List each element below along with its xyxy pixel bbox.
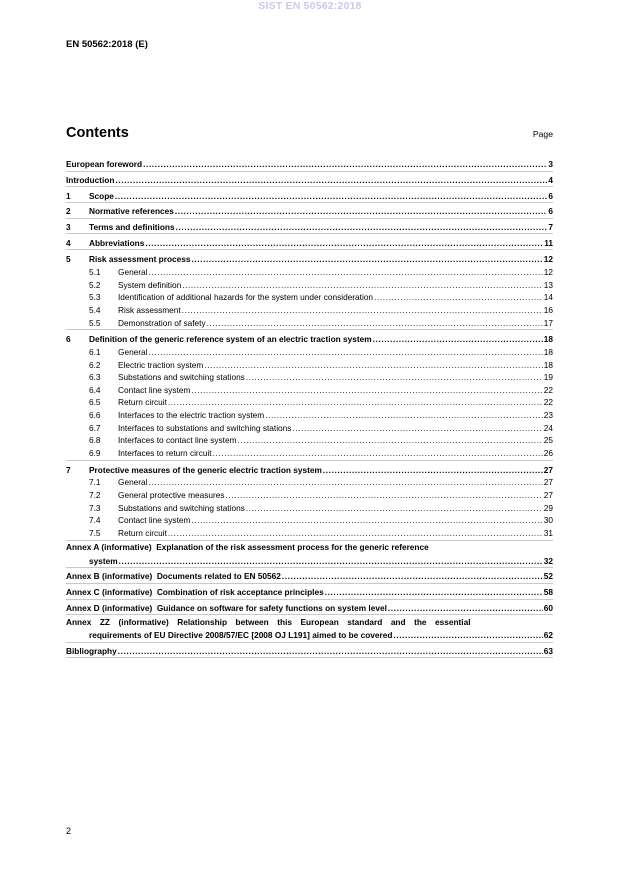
dot-leader [323,464,543,477]
toc-number: 6.1 [89,346,101,357]
dot-leader [325,586,543,599]
dot-leader [226,489,543,502]
toc-subentry-5-5[interactable] [66,316,553,330]
toc-title: Interfaces to return circuit [118,448,212,459]
toc-title: Normative references [89,206,174,217]
toc-number: 6 [66,334,71,345]
toc-page: 19 [543,372,553,383]
toc-title: System definition [118,279,182,290]
toc-number: 6.6 [89,409,101,420]
dot-leader [265,409,543,422]
toc-title: Annex D (informative) Guidance on software for safety functions on system level [66,602,387,613]
toc-number: 6.7 [89,422,101,433]
dot-leader [175,205,548,218]
dot-leader [149,266,543,279]
toc-title: Contact line system [118,515,191,526]
toc-title: Substations and switching stations [118,502,245,513]
toc-number: 7.2 [89,490,101,500]
toc-page: 12 [543,266,553,277]
toc-page: 3 [548,159,553,170]
toc-entry-annex-a-continuation[interactable] [66,554,553,569]
toc-title: General [118,477,148,488]
dot-leader [204,359,542,372]
toc-title: European foreword [66,159,143,170]
toc-entry-generic-reference-system[interactable] [66,330,553,346]
toc-number: 5.3 [89,292,101,303]
toc-page: 31 [543,528,553,539]
toc-page: 18 [543,334,553,345]
toc-page: 7 [548,221,553,232]
toc-page: 26 [543,448,553,459]
toc-entry-normative-references[interactable] [66,203,553,219]
toc-subentry-6-4[interactable] [66,384,553,397]
dot-leader [191,514,542,527]
dot-leader [292,422,542,435]
toc-page: 11 [544,237,553,248]
dot-leader [246,371,543,384]
toc-number: 5 [66,254,71,265]
toc-subentry-5-2[interactable] [66,278,553,291]
toc-number: 7.4 [89,515,101,526]
toc-title: Definition of the generic reference system of an electric traction system [89,334,372,345]
toc-entry-annex-zz-continuation[interactable] [66,628,553,643]
dot-leader [168,527,543,540]
toc-page: 24 [543,422,553,433]
toc-page: 27 [543,477,553,488]
toc-title: Annex ZZ (informative) Relationship between this European standard and the essential [66,616,471,627]
toc-subentry-6-7[interactable] [66,421,553,434]
dot-leader [118,645,543,658]
toc-number: 6.2 [89,359,101,370]
toc-page: 60 [543,602,553,613]
page-column-label: Page [532,129,553,139]
toc-entry-european-foreword[interactable] [66,156,553,172]
toc-entry-annex-a[interactable] [66,541,553,554]
table-of-contents [66,156,553,658]
dot-leader [373,333,543,346]
toc-number: 2 [66,206,71,217]
toc-subentry-7-1[interactable] [66,476,553,489]
toc-page: 27 [543,490,553,500]
toc-subentry-7-4[interactable] [66,514,553,527]
toc-title: Introduction [66,174,115,185]
toc-number: 6.5 [89,397,101,408]
dot-leader [119,555,543,568]
toc-number: 5.5 [89,317,101,328]
toc-title: General [118,346,148,357]
toc-entry-risk-assessment-process[interactable] [66,250,553,266]
toc-page: 4 [548,174,553,185]
toc-number: 6.9 [89,448,101,459]
toc-page: 16 [543,304,553,315]
toc-entry-abbreviations[interactable] [66,234,553,250]
dot-leader [213,447,543,460]
dot-leader [207,317,543,330]
toc-entry-annex-c[interactable] [66,584,553,600]
toc-number: 6.8 [89,435,101,446]
toc-subentry-5-1[interactable] [66,266,553,279]
toc-entry-bibliography[interactable] [66,643,553,659]
toc-entry-annex-b[interactable] [66,568,553,584]
toc-number: 6.3 [89,372,101,383]
toc-title: Bibliography [66,645,117,656]
toc-title: Interfaces to the electric traction system [118,409,265,420]
toc-subentry-6-9[interactable] [66,447,553,461]
toc-title-continuation: requirements of EU Directive 2008/57/EC [2008 OJ L191] aimed to be covered [89,630,393,641]
dot-leader [176,221,548,234]
toc-page: 52 [543,571,553,582]
toc-page: 22 [543,384,553,395]
toc-subentry-6-8[interactable] [66,434,553,447]
toc-subentry-6-5[interactable] [66,396,553,409]
toc-title: Demonstration of safety [118,317,206,328]
toc-page: 18 [543,346,553,357]
contents-heading: Contents [66,125,129,141]
toc-title: Return circuit [118,528,167,539]
toc-title: Protective measures of the generic electric traction system [89,464,322,475]
toc-subentry-7-3[interactable] [66,502,553,515]
toc-page: 17 [543,317,553,328]
toc-entry-scope[interactable] [66,187,553,203]
toc-title: Interfaces to substations and switching stations [118,422,292,433]
dot-leader [143,158,547,171]
toc-page: 32 [543,555,553,566]
dot-leader [374,291,543,304]
toc-subentry-6-1[interactable] [66,346,553,359]
dot-leader [145,237,543,250]
toc-number: 4 [66,237,71,248]
dot-leader [282,570,543,583]
toc-subentry-7-5[interactable] [66,527,553,541]
toc-page: 22 [543,397,553,408]
toc-title: Risk assessment process [89,254,191,265]
toc-title: Annex C (informative) Combination of risk acceptance principles [66,587,324,598]
toc-title: Terms and definitions [89,221,175,232]
dot-leader [388,602,543,615]
toc-title: Annex A (informative) Explanation of the risk assessment process for the generic reference [66,542,429,553]
toc-number: 7.1 [89,477,101,488]
dot-leader [168,396,543,409]
toc-title: Interfaces to contact line system [118,435,237,446]
toc-page: 12 [543,254,553,265]
toc-page: 23 [543,409,553,420]
toc-entry-annex-d[interactable] [66,600,553,616]
toc-page: 14 [543,292,553,303]
toc-title: Annex B (informative) Documents related to EN 50562 [66,571,281,582]
dot-leader [191,253,542,266]
dot-leader [149,476,543,489]
toc-title: Risk assessment [118,304,181,315]
toc-page: 18 [543,359,553,370]
dot-leader [182,279,543,292]
dot-leader [238,434,543,447]
dot-leader [182,304,543,317]
toc-number: 6.4 [89,384,101,395]
toc-entry-introduction[interactable] [66,172,553,188]
dot-leader [393,629,542,642]
toc-entry-protective-measures[interactable] [66,461,553,477]
toc-title: Abbreviations [89,237,145,248]
dot-leader [191,384,542,397]
toc-number: 3 [66,221,71,232]
page-number: 2 [66,826,72,836]
toc-subentry-6-2[interactable] [66,358,553,371]
toc-title: Electric traction system [118,359,204,370]
toc-title: General [118,266,148,277]
toc-number: 7.5 [89,528,101,539]
toc-title: Identification of additional hazards for the system under consideration [118,292,374,303]
toc-page: 58 [543,587,553,598]
toc-title: Substations and switching stations [118,372,245,383]
toc-page: 13 [543,279,553,290]
toc-title-continuation: system [89,555,118,566]
document-id-header: EN 50562:2018 (E) [66,39,148,50]
toc-page: 6 [548,206,553,217]
toc-entry-annex-zz[interactable] [66,615,553,628]
toc-page: 29 [543,502,553,513]
toc-title: General protective measures [118,490,225,500]
toc-subentry-7-2[interactable] [66,489,553,502]
toc-number: 5.4 [89,304,101,315]
toc-page: 25 [543,435,553,446]
dot-leader [115,190,547,203]
toc-title: Return circuit [118,397,167,408]
toc-number: 7 [66,464,71,475]
toc-entry-terms-and-definitions[interactable] [66,219,553,235]
toc-number: 5.2 [89,279,101,290]
dot-leader [115,174,547,187]
toc-subentry-6-3[interactable] [66,371,553,384]
toc-page: 27 [543,464,553,475]
toc-subentry-5-3[interactable] [66,291,553,304]
toc-title: Scope [89,190,114,201]
dot-leader [246,502,543,515]
toc-number: 5.1 [89,266,101,277]
toc-page: 6 [548,190,553,201]
toc-page: 30 [543,515,553,526]
toc-page: 62 [543,630,553,641]
toc-page: 63 [543,645,553,656]
toc-title: Contact line system [118,384,191,395]
watermark: SIST EN 50562:2018 [258,0,362,12]
toc-number: 7.3 [89,502,101,513]
toc-number: 1 [66,190,71,201]
dot-leader [149,346,543,359]
toc-subentry-6-6[interactable] [66,409,553,422]
toc-subentry-5-4[interactable] [66,304,553,317]
